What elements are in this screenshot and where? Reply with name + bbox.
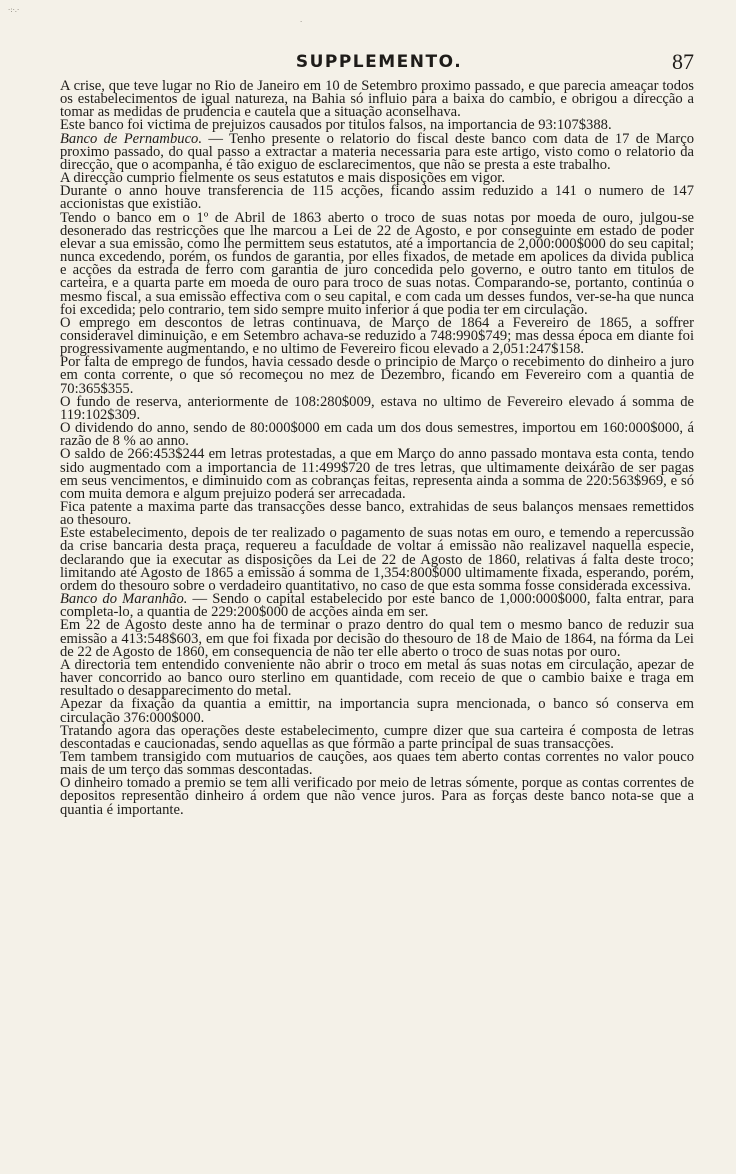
- bank-name-heading: Banco do Maranhão.: [60, 591, 188, 608]
- paragraph: [60, 80, 694, 119]
- paragraph-text: O dinheiro tomado a premio se tem alli verificado por meio de letras sómente, porque as contas correntes de depositos representão dinheiro á ordem que não vence juros. Para as forças deste banco nota-se que a quantia é importante.: [60, 775, 694, 818]
- paragraph-text: Durante o anno houve transferencia de 115 acções, ficando assim reduzido a 141 o numero de 147 accionistas que existião.: [60, 183, 694, 213]
- paragraph: [60, 130, 694, 173]
- paragraph-text: Fica patente a maxima parte das transacções desse banco, extrahidas de seus balanços mensaes remettidos ao thesouro.: [60, 499, 694, 529]
- paragraph-text: O emprego em descontos de letras continuava, de Março de 1864 a Fevereiro de 1865, a soffrer consideravel diminuição, e em Setembro achava-se reduzido a 748:990$749; mas dessa época em diante foi progressivamente augmentando, e no ultimo de Fevereiro ficou elevado a 2,051:247$158.: [60, 314, 694, 358]
- paragraph-text: O fundo de reserva, anteriormente de 108:280$009, estava no ultimo de Fevereiro elevado á somma de 119:102$309.: [60, 393, 694, 423]
- paragraph-text: A crise, que teve lugar no Rio de Janeiro em 10 de Setembro proximo passado, e que parecia ameaçar todos os estabelecimentos de igual natureza, na Bahia só influio para a baixa do cambio, e obrigou a direcção a tomar as medidas de prudencia e cautela que a situação aconselhava.: [60, 78, 694, 121]
- paragraph: [60, 209, 694, 318]
- paragraph-text: A directoria tem entendido conveniente não abrir o troco em metal ás suas notas em circulação, apezar de haver concorrido ao banco ouro sterlino em quantidade, com receio de que o cambio baixe e traga em resultado o desapparecimento do metal.: [60, 656, 694, 700]
- paragraph: [60, 619, 694, 658]
- paragraph: [60, 777, 694, 816]
- running-title: SUPPLEMENTO.: [295, 52, 463, 72]
- paragraph: [60, 722, 694, 752]
- paragraph-text: Tendo o banco em o 1º de Abril de 1863 aberto o troco de suas notas por moeda de ouro, julgou-se desonerado das restricções que lhe marcou a Lei de 22 de Agosto, e por conseguinte em estado de poder elevar a sua emissão, como lhe permittem seus estatutos, até a importancia de 2,000:000$000 do seu capital; nunca excedendo, porém, os fundos de garantia, por elles fixados, de metade em apolices da divida publica e acções da estrada de ferro com garantia de juro concedida pelo governo, e outro tanto em titulos de carteira, e a quarta parte em moeda de ouro para troco de suas notas. Comparando-se, portanto, continúa o mesmo fiscal, a sua emissão effectiva com o seu capital, e com cada um desses fundos, ver-se-ha que nunca foi excedida; pelo contrario, tem sido sempre muito inferior á que podia ter em circulação.: [60, 209, 694, 318]
- paragraph-text: Tem tambem transigido com mutuarios de cauções, aos quaes tem aberto contas correntes no valor pouco mais de um terço das sommas descontadas.: [60, 748, 694, 779]
- paragraph-text: O dividendo do anno, sendo de 80:000$000 em cada um dos dous semestres, importou em 160:000$000, á razão de 8 % ao anno.: [60, 420, 694, 450]
- paragraph: [60, 448, 694, 501]
- paragraph: [60, 748, 694, 779]
- paragraph-text: Em 22 de Agosto deste anno ha de terminar o prazo dentro do qual tem o mesmo banco de reduzir sua emissão a 413:548$603, em que foi fixada por decisão do thesouro de 18 de Maio de 1864, na fórma da Lei de 22 de Agosto de 1860, em consequencia de não ter elle aberto o troco de suas notas por ouro.: [60, 617, 694, 660]
- paragraph-text: Tratando agora das operações deste estabelecimento, cumpre dizer que sua carteira é composta de letras descontadas e caucionadas, sendo aquellas as que fórmão a parte principal de suas transacções.: [60, 722, 694, 752]
- paragraph: [60, 314, 694, 358]
- paragraph: [60, 501, 694, 527]
- paragraph-text: — Sendo o capital estabelecido por este banco de 1,000:000$000, falta entrar, para completa-lo, a quantia de 229:200$000 de acções ainda em ser.: [60, 591, 694, 621]
- paragraph-text: Este banco foi victima de prejuizos causados por titulos falsos, na importancia de 93:107$388.: [60, 117, 612, 134]
- body-text: [60, 80, 694, 817]
- paragraph: [60, 698, 694, 724]
- paragraph-text: O saldo de 266:453$244 em letras protestadas, a que em Março do anno passado montava esta conta, tendo sido augmentado com a importancia de 11:499$720 de tres letras, que ultimamente deixárão de ser pagas em seus vencimentos, e diminuido com as cobranças feitas, representa ainda a somma de 220:563$969, e só com muita demora e algum prejuizo poderá ser arrecadada.: [60, 446, 694, 502]
- paper-speck-mark: ·: [300, 18, 303, 26]
- paragraph: [60, 356, 694, 395]
- paragraph: [60, 185, 694, 211]
- paragraph: [60, 593, 694, 619]
- paragraph-text: Apezar da fixação da quantia a emittir, na importancia supra mencionada, o banco só conserva em circulação 376:000$000.: [60, 696, 694, 726]
- paragraph: [60, 656, 694, 700]
- paragraph-text: — Tenho presente o relatorio do fiscal deste banco com data de 17 de Março proximo passado, do qual passo a extractar a materia necessaria para este artigo, visto como o relatorio da direcção, que o acompanha, é tão exiguo de esclarecimentos, que não se presta a este trabalho.: [60, 130, 694, 173]
- paragraph-text: A direcção cumprio fielmente os seus estatutos e mais disposições em vigor.: [60, 170, 506, 187]
- bank-name-heading: Banco de Pernambuco.: [60, 130, 202, 147]
- page-number: 87: [672, 49, 694, 74]
- paper-speck-mark: ·:·.·: [8, 6, 20, 14]
- paragraph-text: Por falta de emprego de fundos, havia cessado desde o principio de Março o recebimento do dinheiro a juro em conta corrente, o que só recomeçou no mez de Dezembro, ficando em Fevereiro com a quantia de 70:365$355.: [60, 354, 694, 397]
- page-header: [60, 49, 698, 78]
- paragraph: [60, 393, 694, 423]
- paragraph: [60, 422, 694, 448]
- paragraph-text: Este estabelecimento, depois de ter realizado o pagamento de suas notas em ouro, e temendo a repercussão da crise bancaria desta praça, requereu a faculdade de voltar á emissão não realizavel naquella especie, declarando que ia executar as disposições da Lei de 22 de Agosto de 1860, relativas á falta deste troco; limitando até Agosto de 1865 a emissão á somma de 1,354:800$000 ultimamente fixada, esperando, porém, ordem do thesouro sobre o verdadeiro quantitativo, no caso de que esta somma fosse considerada excessiva.: [60, 525, 694, 594]
- paragraph: [60, 527, 694, 593]
